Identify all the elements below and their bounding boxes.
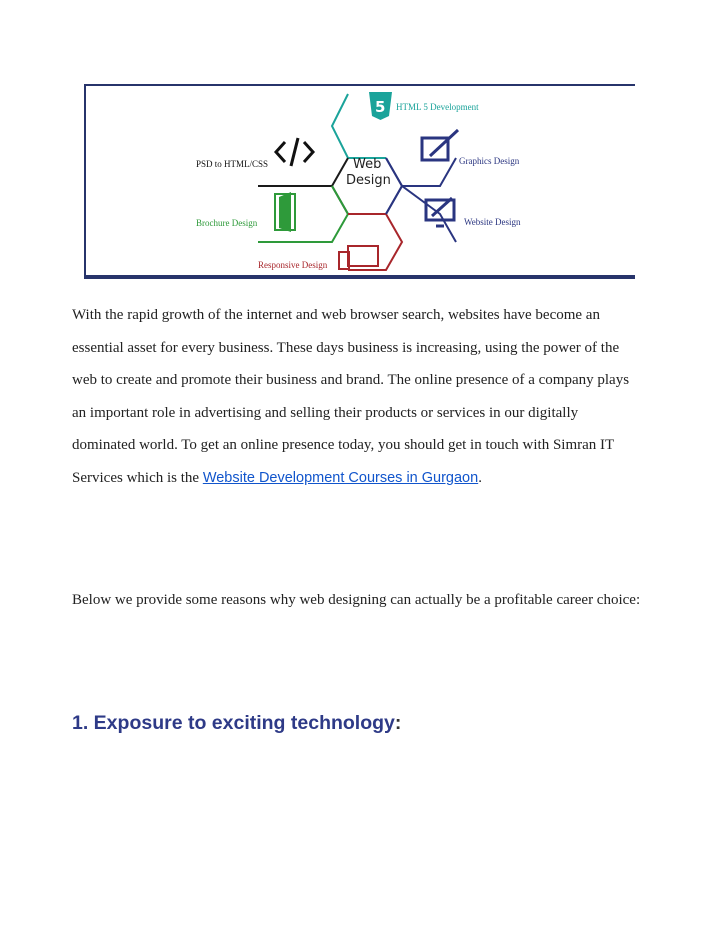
heading-colon: : (394, 712, 402, 734)
brochure-connector (258, 214, 348, 242)
website-label: Website Design (464, 217, 521, 227)
svg-text:5: 5 (375, 98, 386, 116)
intro-paragraph (72, 299, 642, 494)
brochure-icon (275, 192, 295, 232)
website-design-icon (426, 198, 454, 226)
website-development-courses-link[interactable]: Website Development Courses in Gurgaon (202, 469, 479, 486)
responsive-connector (348, 214, 402, 270)
brochure-label: Brochure Design (196, 218, 258, 228)
reasons-paragraph: Below we provide some reasons why web designing can actually be a profitable career choice: (72, 592, 641, 608)
code-icon (276, 138, 313, 166)
html5-icon (369, 92, 392, 120)
html5-label: HTML 5 Development (396, 102, 479, 112)
graphics-label: Graphics Design (459, 156, 520, 166)
graphics-design-icon (422, 130, 458, 160)
center-label-web: Web (353, 157, 382, 172)
heading-text: 1. Exposure to exciting technology (72, 712, 395, 734)
psd-label: PSD to HTML/CSS (196, 159, 269, 169)
intro-text: With the rapid growth of the internet and web browser search, websites have become an essential asset for every business. These days business is increasing, using the power of the web to create and promote their business and brand. The online presence of a company plays an important role in advertising and selling their products or services in our digitally dominated world. To get an online presence today, you should get in touch with Simran IT Services which is the (72, 307, 630, 486)
responsive-devices-icon (339, 246, 378, 270)
intro-end: . (478, 469, 482, 486)
web-design-banner (84, 84, 635, 279)
section-heading (72, 712, 401, 735)
graphics-connector (386, 158, 456, 186)
web-design-diagram (86, 86, 637, 281)
responsive-label: Responsive Design (258, 260, 328, 270)
center-label-design: Design (346, 173, 391, 188)
brochure-connector-2 (332, 186, 348, 214)
